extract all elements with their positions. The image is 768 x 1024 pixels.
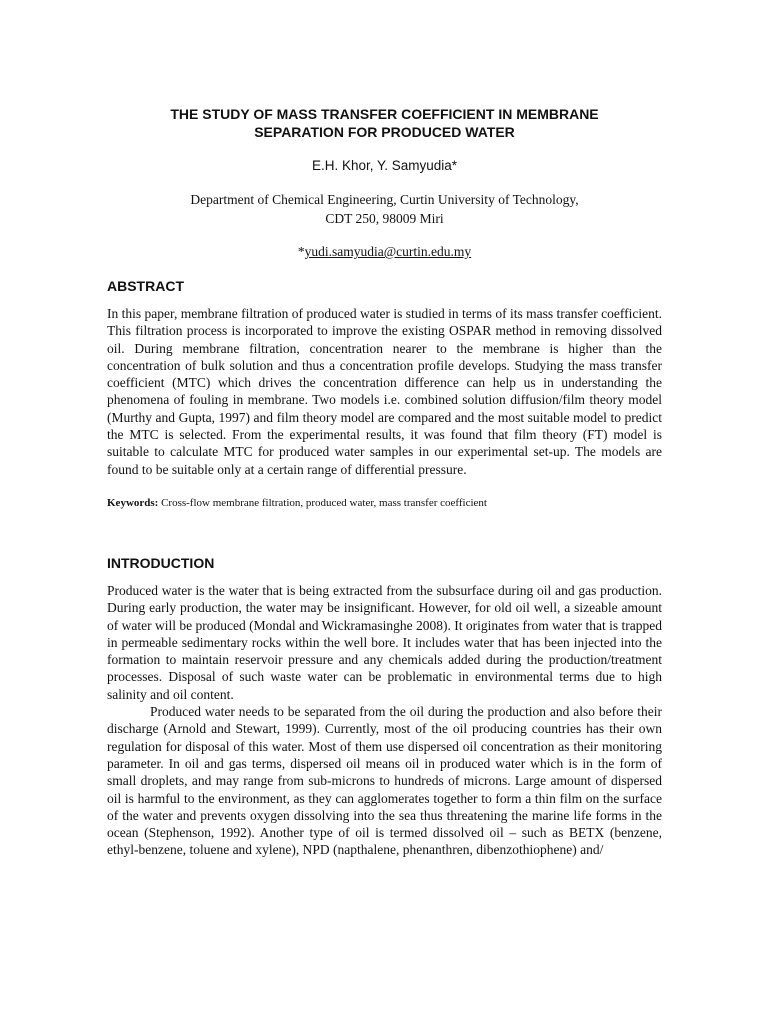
paper-page xyxy=(107,105,662,859)
keywords xyxy=(107,497,662,509)
intro-paragraph-1: Produced water is the water that is being extracted from the subsurface during oil and gas production. During early production, the water may be insignificant. However, for old oil well, a sizeable amount of water will be produced (Mondal and Wickramasinghe 2008). It originates from water that is trapped in permeable sedimentary rocks within the well bore. It includes water that has been injected into the formation to maintain reservoir pressure and any chemicals added during the production/treatment processes. Disposal of such waste water can be problematic in environmental terms due to high salinity and oil content. xyxy=(107,582,662,702)
keywords-label: Keywords: xyxy=(107,496,159,509)
title-line-2: SEPARATION FOR PRODUCED WATER xyxy=(254,124,515,140)
intro-paragraph-2: Produced water needs to be separated from the oil during the production and also before their discharge (Arnold and Stewart, 1999). Currently, most of the oil producing countries has their own regulation for disposal of this water. Most of them use dispersed oil concentration as their monitoring parameter. In oil and gas terms, dispersed oil means oil in produced water which is in the form of small droplets, and may range from sub-microns to hundreds of microns. Large amount of dispersed oil is harmful to the environment, as they can agglomerates together to form a thin film on the surface of the water and prevents oxygen dissolving into the sea thus threatening the marine life forms in the ocean (Stephenson, 1992). Another type of oil is termed dissolved oil – such as BETX (benzene, ethyl-benzene, toluene and xylene), NPD (napthalene, phenanthren, dibenzothiophene) and/ xyxy=(107,704,662,858)
paper-title xyxy=(107,105,662,141)
authors: E.H. Khor, Y. Samyudia* xyxy=(311,158,458,173)
introduction-heading: INTRODUCTION xyxy=(107,554,215,571)
abstract-text: In this paper, membrane filtration of produced water is studied in terms of its mass transfer coefficient. This filtration process is incorporated to improve the existing OSPAR method in removing dissolved oil. During membrane filtration, concentration nearer to the membrane is higher than the concentration of bulk solution and thus a concentration profile develops. Studying the mass transfer coefficient (MTC) which drives the concentration difference can help us in understanding the phenomena of fouling in membrane. Two models i.e. combined solution diffusion/film theory model (Murthy and Gupta, 1997) and film theory model are compared and the most suitable model to predict the MTC is selected. From the experimental results, it was found that film theory (FT) model is suitable to calculate MTC for produced water samples in our experimental set-up. The models are found to be suitable only at a certain range of differential pressure. xyxy=(107,306,662,477)
title-line-1: THE STUDY OF MASS TRANSFER COEFFICIENT IN MEMBRANE xyxy=(170,106,599,122)
keywords-text: Cross-flow membrane filtration, produced water, mass transfer coefficient xyxy=(158,496,487,509)
email-link[interactable]: yudi.samyudia@curtin.edu.my xyxy=(304,244,472,259)
affiliation-line-1: Department of Chemical Engineering, Curtin University of Technology, xyxy=(190,192,579,207)
email-prefix: * xyxy=(297,244,305,259)
abstract-heading: ABSTRACT xyxy=(107,278,184,294)
email-line xyxy=(107,244,662,260)
affiliation xyxy=(107,190,662,228)
affiliation-line-2: CDT 250, 98009 Miri xyxy=(325,211,444,226)
